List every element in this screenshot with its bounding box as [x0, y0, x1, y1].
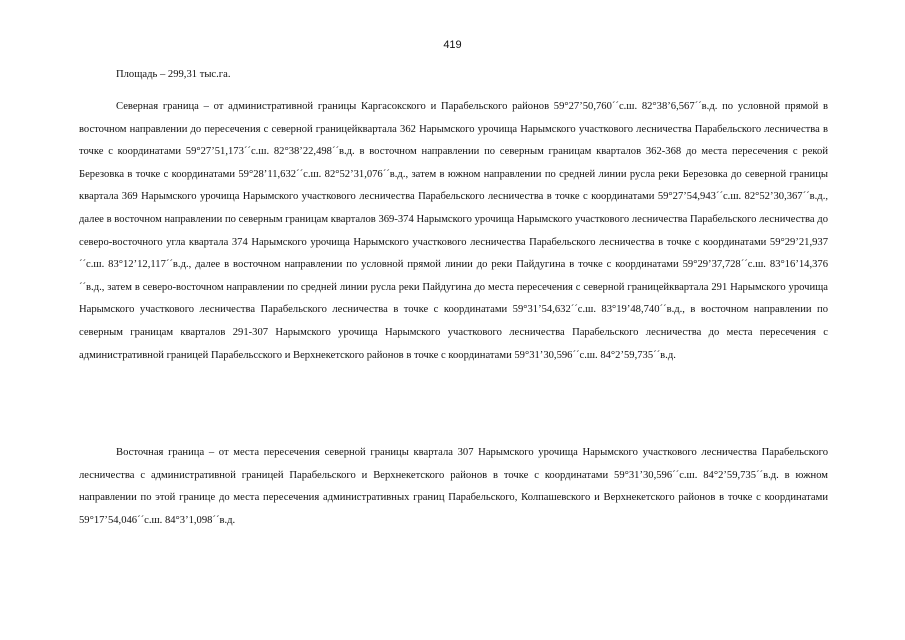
- north-boundary-section: [79, 96, 828, 367]
- east-boundary-paragraph: Восточная граница – от места пересечения северной границы квартала 307 Нарымского урочища Нарымского участкового лесничества Парабельского лесничества с административной границей Парабельского и Верхнекетского районов в точке с координатами 59°31’30,596´´с.ш. 84°2’59,735´´в.д. в южном направлении по этой границе до места пересечения административных границ Парабельского, Колпашевского и Верхнекетского районов в точке с координатами 59°17’54,046´´с.ш. 84°3’1,098´´в.д.: [79, 447, 828, 526]
- area-line: Площадь – 299,31 тыс.га.: [116, 69, 231, 80]
- north-boundary-paragraph: Северная граница – от административной границы Каргасокского и Парабельского районов 59°27’50,760´´с.ш. 82°38’6,567´´в.д. по условной прямой в восточном направлении до пересечения с северной границейквартала 362 Нарымского урочища Нарымского участкового лесничества Парабельского лесничества в точке с координатами 59°27’51,173´´с.ш. 82°38’22,498´´в.д. в восточном направлении по северным границам кварталов 362-368 до места пересечения с рекой Березовка в точке с координатами 59°28’11,632´´с.ш. 82°52’31,076´´в.д., затем в южном направлении по средней линии русла реки Березовка до северной границы квартала 369 Нарымского урочища Нарымского участкового лесничества Парабельского лесничества в точке с координатами 59°27’54,943´´с.ш. 82°52’30,367´´в.д., далее в восточном направлении по северным границам кварталов 369-374 Нарымского урочища Нарымского участкового лесничества Парабельского лесничества до северо-восточного угла квартала 374 Нарымского урочища Нарымского участкового лесничества Парабельского лесничества в точке с координатами 59°29’21,937´´с.ш. 83°12’12,117´´в.д., далее в восточном направлении по условной прямой линии до реки Пайдугина в точке с координатами 59°29’37,728´´с.ш. 83°16’14,376´´в.д., затем в северо-восточном направлении по средней линии русла реки Пайдугина до места пересечения с северной границейквартала 291 Нарымского урочища Нарымского участкового лесничества Парабельского лесничества в точке с координатами 59°31’54,632´´с.ш. 83°19’48,740´´в.д., в восточном направлении по северным границам кварталов 291-307 Нарымского урочища Нарымского участкового лесничества Парабельского лесничества до места пересечения с административной границей Парабельсского и Верхнекетского районов в точке с координатами 59°31’30,596´´с.ш. 84°2’59,735´´в.д.: [79, 101, 828, 361]
- east-boundary-section: [79, 442, 828, 532]
- page-number: 419: [443, 39, 462, 51]
